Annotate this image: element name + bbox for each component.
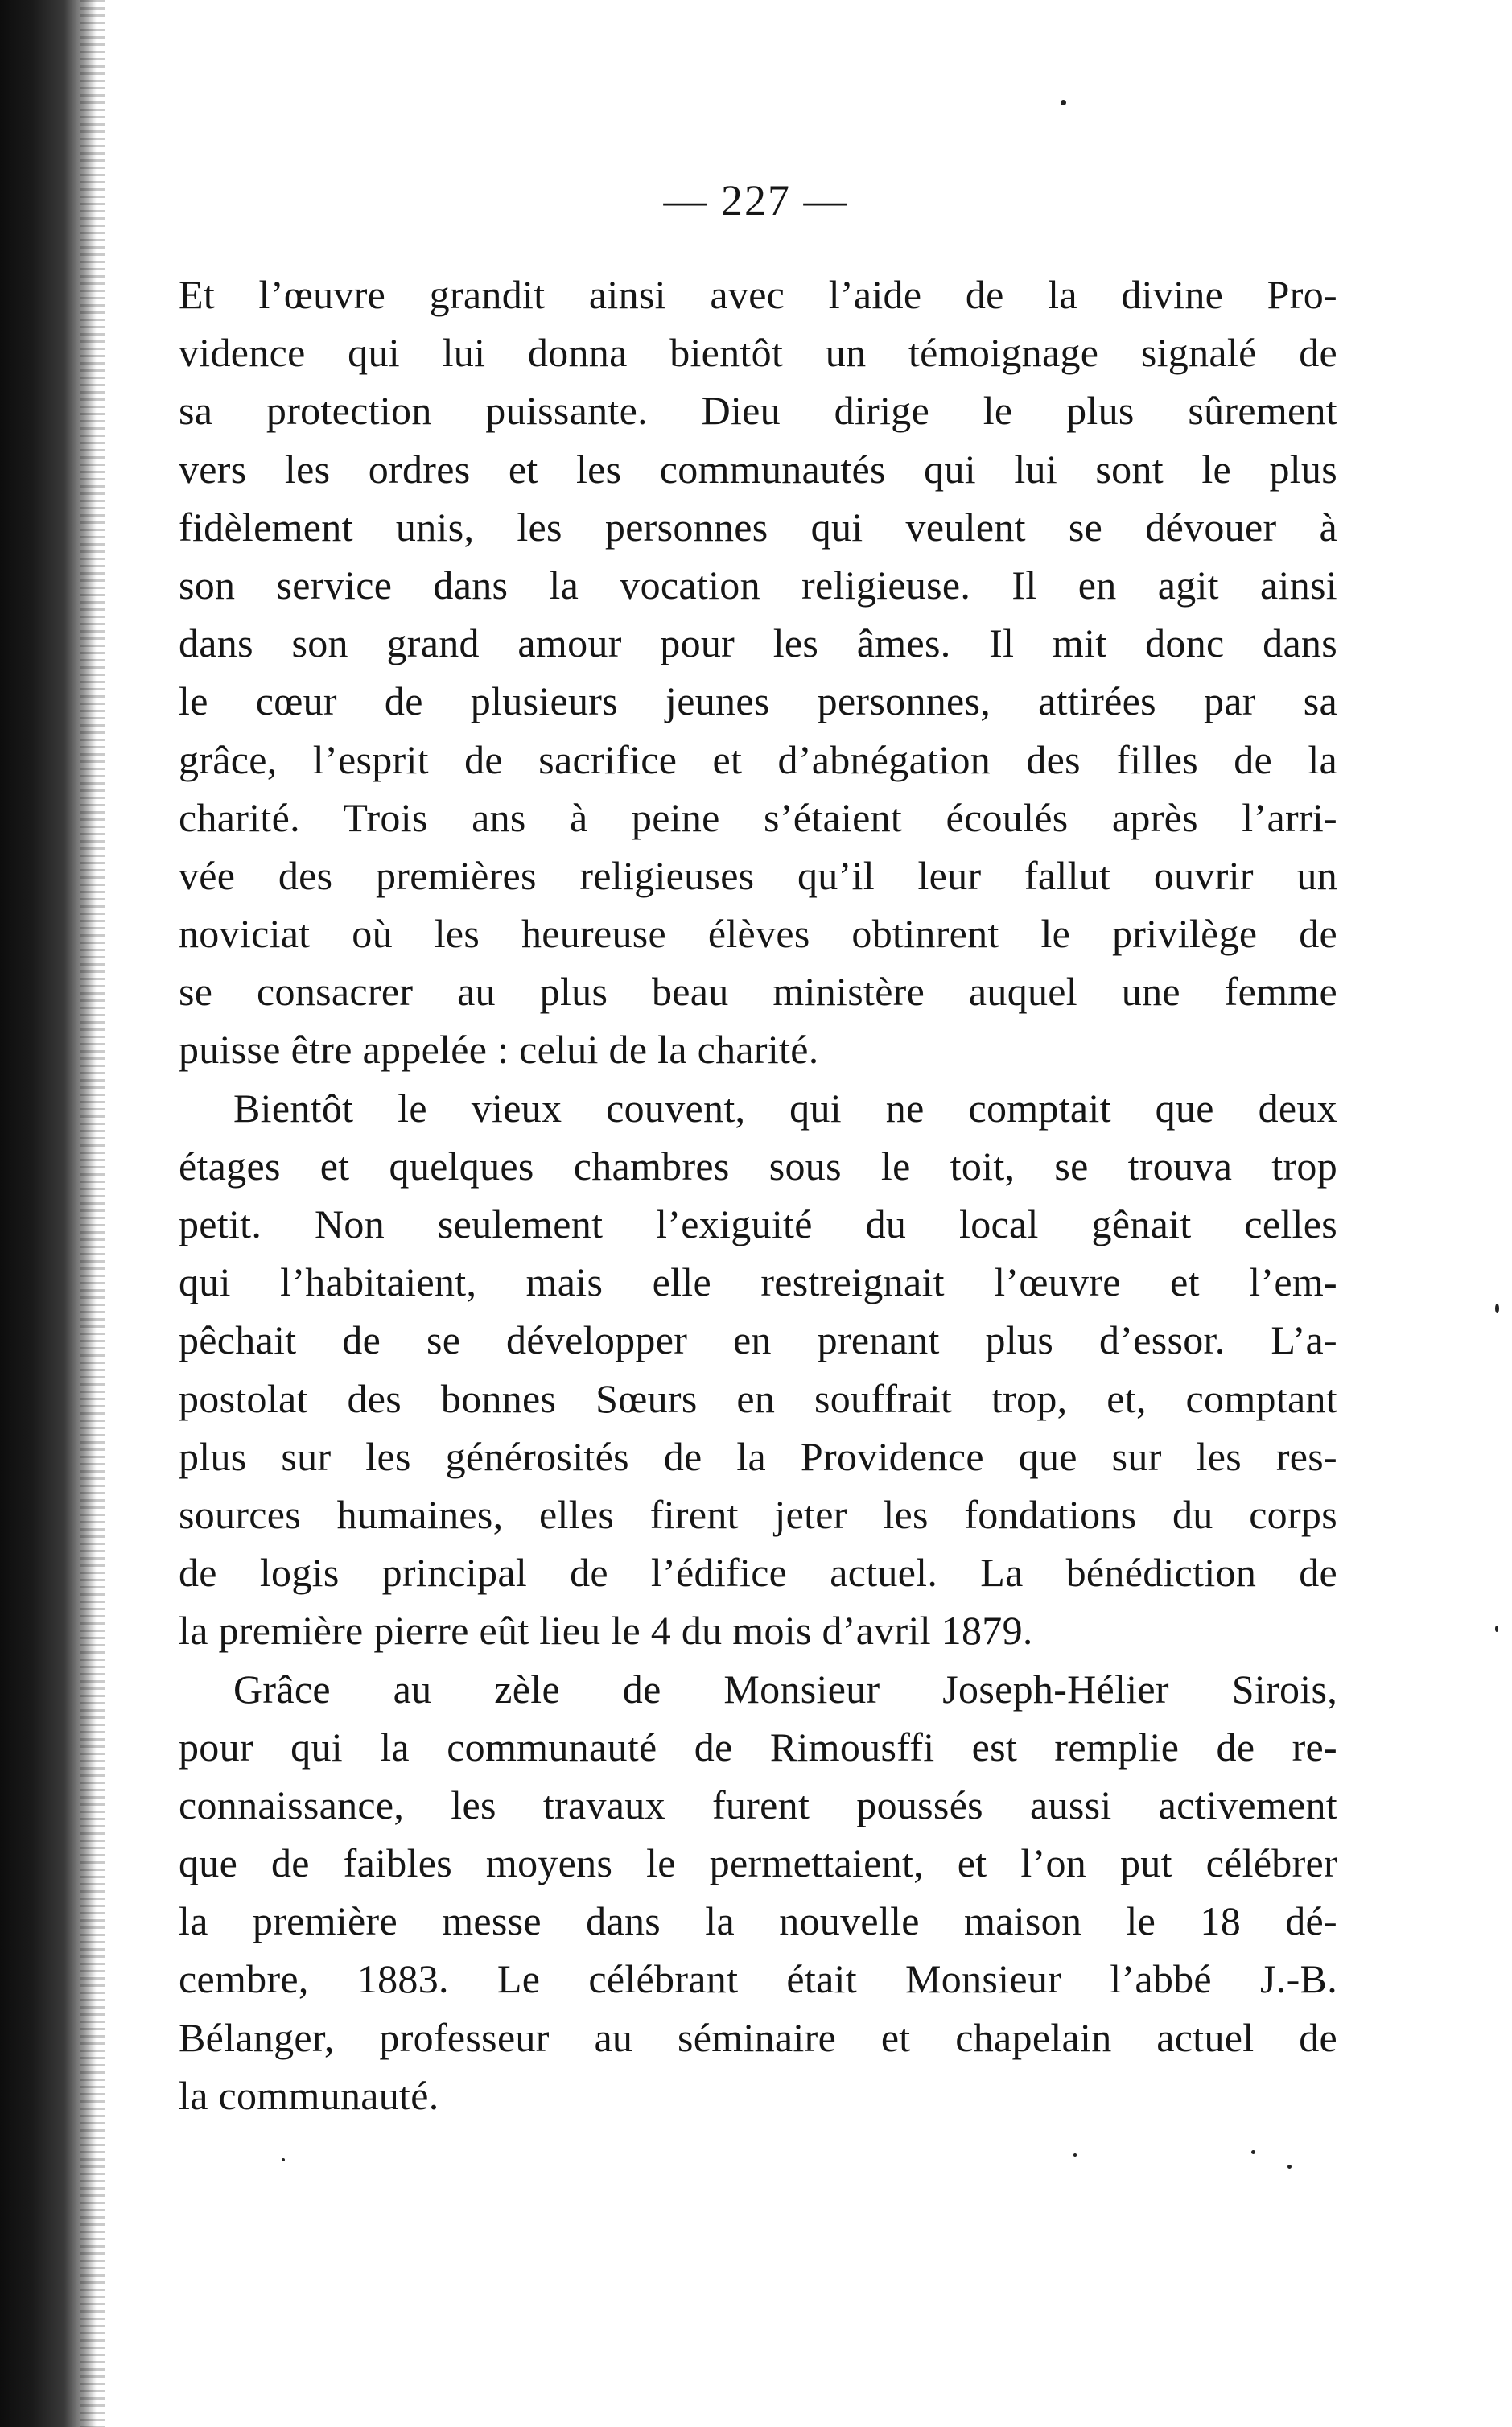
ink-speck [1251, 2150, 1255, 2154]
text-line: son service dans la vocation religieuse. Il en agit ainsi [179, 562, 1337, 608]
text-line: pêchait de se développer en prenant plus d’essor. L’a- [179, 1317, 1337, 1363]
ink-speck [1287, 2165, 1292, 2169]
text-line: sa protection puissante. Dieu dirige le plus sûrement [179, 388, 1337, 434]
text-line: vidence qui lui donna bientôt un témoignage signalé de [179, 330, 1337, 376]
text-line: Bientôt le vieux couvent, qui ne comptait que deux [233, 1085, 1337, 1131]
text-line: la première pierre eût lieu le 4 du mois d’avril 1879. [179, 1608, 1033, 1654]
page-spine-texture [80, 0, 105, 2427]
text-line: de logis principal de l’édifice actuel. La bénédiction de [179, 1550, 1337, 1596]
body-text [179, 266, 1337, 2124]
text-line: se consacrer au plus beau ministère auquel une femme [179, 969, 1337, 1015]
text-line: puisse être appelée : celui de la charité. [179, 1027, 819, 1073]
text-line: étages et quelques chambres sous le toit, se trouva trop [179, 1143, 1337, 1189]
text-line: le cœur de plusieurs jeunes personnes, attirées par sa [179, 678, 1337, 724]
text-line: que de faibles moyens le permettaient, et l’on put célébrer [179, 1840, 1337, 1886]
ink-speck [1073, 2153, 1077, 2157]
text-line: vée des premières religieuses qu’il leur fallut ouvrir un [179, 852, 1337, 898]
text-line: fidèlement unis, les personnes qui veulent se dévouer à [179, 504, 1337, 550]
text-line: qui l’habitaient, mais elle restreignait l’œuvre et l’em- [179, 1259, 1337, 1305]
text-line: postolat des bonnes Sœurs en souffrait trop, et, comptant [179, 1375, 1337, 1421]
text-line: petit. Non seulement l’exiguité du local gênait celles [179, 1201, 1337, 1246]
text-line: Bélanger, professeur au séminaire et chapelain actuel de [179, 2014, 1337, 2060]
text-line: pour qui la communauté de Rimousffi est remplie de re- [179, 1724, 1337, 1770]
text-line: cembre, 1883. Le célébrant était Monsieur l’abbé J.-B. [179, 1956, 1337, 2002]
ink-speck [1495, 1304, 1499, 1313]
text-line: sources humaines, elles firent jeter les fondations du corps [179, 1491, 1337, 1537]
page-number: — 227 — [663, 176, 849, 225]
ink-speck [1495, 1626, 1498, 1632]
ink-speck [282, 2158, 285, 2161]
text-line: Grâce au zèle de Monsieur Joseph-Hélier Sirois, [233, 1666, 1337, 1712]
text-line: connaissance, les travaux furent poussés aussi activement [179, 1782, 1337, 1827]
text-line: dans son grand amour pour les âmes. Il mit donc dans [179, 620, 1337, 666]
text-line: vers les ordres et les communautés qui lui sont le plus [179, 446, 1337, 492]
text-line: noviciat où les heureuse élèves obtinrent le privilège de [179, 911, 1337, 957]
text-line: grâce, l’esprit de sacrifice et d’abnégation des filles de la [179, 736, 1337, 782]
text-line: la communauté. [179, 2072, 439, 2118]
text-line: Et l’œuvre grandit ainsi avec l’aide de la divine Pro- [179, 272, 1337, 317]
text-line: plus sur les générosités de la Providence que sur les res- [179, 1433, 1337, 1479]
text-line: la première messe dans la nouvelle maison le 18 dé- [179, 1898, 1337, 1944]
ink-speck [1061, 100, 1066, 105]
text-line: charité. Trois ans à peine s’étaient écoulés après l’arri- [179, 794, 1337, 840]
